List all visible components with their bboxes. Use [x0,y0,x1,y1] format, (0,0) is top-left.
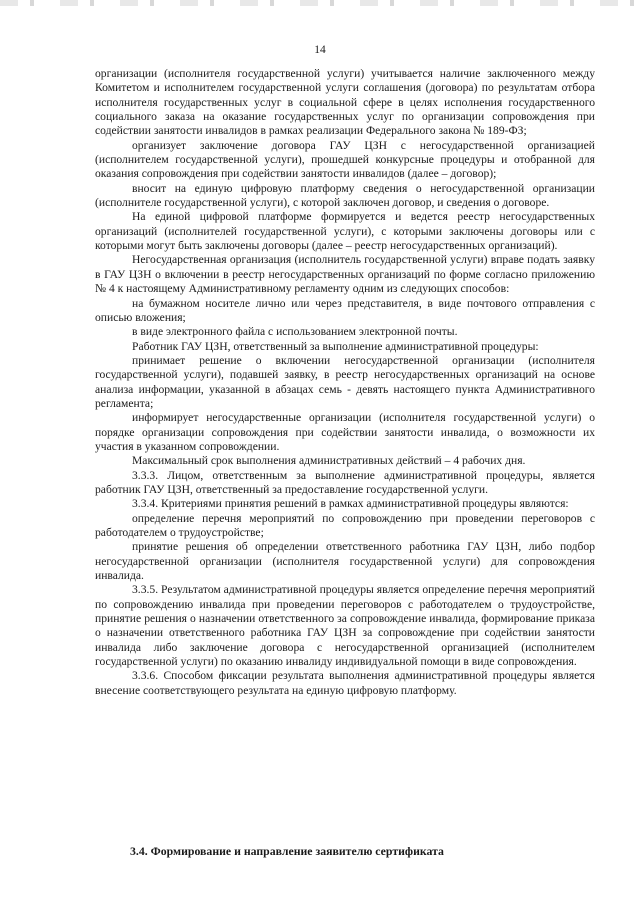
document-body [95,67,595,698]
paragraph: Работник ГАУ ЦЗН, ответственный за выполнение административной процедуры: [132,339,539,353]
paragraph: принимает решение о включении негосударственной организации (исполнителя государственной услуги), подавшей заявку, в реестр негосударственных организаций на основе анализа информации, указанной в абзацах семь - девять настоящего пункта Административного регламента; [95,353,595,410]
page-number: 14 [314,44,326,56]
paragraph: определение перечня мероприятий по сопровождению при проведении переговоров с работодателем о трудоустройстве; [95,511,595,539]
paragraph: 3.3.6. Способом фиксации результата выполнения административной процедуры является внесение соответствующего результата на единую цифровую платформу. [95,669,595,697]
section-heading: 3.4. Формирование и направление заявителю сертификата [130,844,444,858]
paragraph: на бумажном носителе лично или через представителя, в виде почтового отправления с описью вложения; [95,296,595,324]
paragraph: 3.3.4. Критериями принятия решений в рамках административной процедуры являются: [132,497,569,511]
paragraph: в виде электронного файла с использованием электронной почты. [132,325,458,339]
paragraph: Негосударственная организация (исполнитель государственной услуги) вправе подать заявку в ГАУ ЦЗН о включении в реестр негосударственных организаций по форме согласно приложению № 4 к настоящему Административному регламенту одним из следующих способов: [95,253,595,296]
paragraph: принятие решения об определении ответственного работника ГАУ ЦЗН, либо подбор негосударственной организации (исполнителя государственной услуги) для сопровождения инвалида. [95,540,595,583]
paragraph: вносит на единую цифровую платформу сведения о негосударственной организации (исполнителе государственной услуги), с которой заключен договор, и сведения о договоре. [95,181,595,210]
paragraph: информирует негосударственные организации (исполнителя государственной услуги) о порядке организации сопровождения при содействии занятости инвалида, о возможности их участия в указанном сопровождении. [95,411,595,453]
paragraph: организует заключение договора ГАУ ЦЗН с негосударственной организацией (исполнителем государственной услуги), прошедшей конкурсные процедуры и отобранной для оказания сопровождения при содействии занятости инвалидов (далее – договор); [95,138,595,181]
paragraph: 3.3.3. Лицом, ответственным за выполнение административной процедуры, является работник ГАУ ЦЗН, ответственный за предоставление государственной услуги. [95,468,595,496]
paragraph: На единой цифровой платформе формируется и ведется реестр негосударственных организаций (исполнителей государственной услуги), с которыми заключены договоры или с которыми могут быть заключены договоры (далее – реестр негосударственных организаций). [95,210,595,253]
paragraph-continuation: организации (исполнителя государственной услуги) учитывается наличие заключенного между Комитетом и исполнителем государственной услуги соглашения (договора) по результатам отбора исполнителя государственных услуг в социальной сфере в целях исполнения государственного социального заказа на оказание государственных услуг по организации сопровождения при содействии занятости инвалидов в рамках реализации Федерального закона № 189-ФЗ; [95,67,595,138]
paragraph: Максимальный срок выполнения административных действий – 4 рабочих дня. [132,454,526,468]
paragraph: 3.3.5. Результатом административной процедуры является определение перечня мероприятий по сопровождению инвалида при проведении переговоров с работодателем о трудоустройстве, принятие решения о назначении ответственного за сопровождение инвалида, формирование приказа о назначении ответственного работника ГАУ ЦЗН за сопровождение при содействии занятости инвалида либо заключение договора с негосударственной организацией (исполнителем государственной услуги) по оказанию инвалиду индивидуальной помощи в виде сопровождения. [95,583,595,669]
scan-edge-artifact [0,0,640,6]
